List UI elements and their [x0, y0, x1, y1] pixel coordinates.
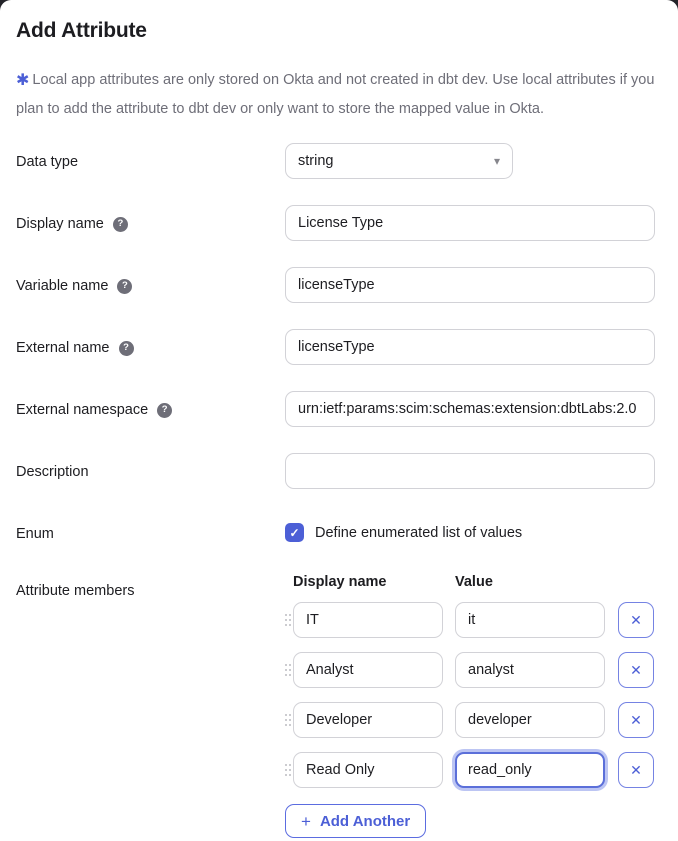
member-value-field[interactable]: [455, 702, 605, 738]
external-namespace-label: External namespace ?: [16, 391, 285, 420]
description-row: [16, 453, 662, 489]
enum-row: [16, 515, 662, 544]
help-icon[interactable]: ?: [119, 341, 134, 356]
member-value-field[interactable]: [455, 602, 605, 638]
help-icon[interactable]: ?: [117, 279, 132, 294]
info-note: [16, 66, 662, 123]
data-type-select[interactable]: [285, 143, 513, 179]
member-display-name-field[interactable]: [293, 702, 443, 738]
enum-label: Enum: [16, 526, 54, 542]
attribute-members-content: [285, 572, 662, 838]
close-icon: ✕: [630, 711, 642, 728]
drag-handle-icon[interactable]: [285, 714, 293, 726]
attribute-members-row: [16, 572, 662, 838]
external-namespace-field[interactable]: [285, 391, 655, 427]
external-name-field[interactable]: [285, 329, 655, 365]
close-icon: ✕: [630, 761, 642, 778]
data-type-label: Data type: [16, 154, 79, 170]
page-title: Add Attribute: [16, 19, 147, 42]
help-icon[interactable]: ?: [157, 403, 172, 418]
external-namespace-row: [16, 391, 662, 427]
member-display-name-field[interactable]: [293, 602, 443, 638]
variable-name-label: Variable name ?: [16, 267, 285, 296]
variable-name-row: [16, 267, 662, 303]
variable-name-field[interactable]: [285, 267, 655, 303]
drag-handle-icon[interactable]: [285, 764, 293, 776]
attribute-members-label: Attribute members: [16, 583, 135, 599]
member-row: [285, 752, 662, 788]
description-label: Description: [16, 464, 89, 480]
data-type-selected-value: string: [298, 153, 334, 169]
display-name-label: Display name ?: [16, 205, 285, 234]
display-name-field[interactable]: [285, 205, 655, 241]
column-header-value: Value: [455, 574, 493, 590]
close-icon: ✕: [630, 661, 642, 678]
info-note-text: Local app attributes are only stored on Okta and not created in dbt dev. Use local attributes if you plan to add the attribute to dbt dev or only want to store the mapped value in Okta.: [16, 72, 655, 117]
chevron-down-icon: ▾: [493, 154, 500, 168]
member-value-field[interactable]: [455, 652, 605, 688]
remove-row-button[interactable]: [618, 602, 654, 638]
description-field[interactable]: [285, 453, 655, 489]
member-row: [285, 652, 662, 688]
add-attribute-form: [16, 143, 662, 838]
enum-checkbox-label: Define enumerated list of values: [315, 524, 523, 541]
close-icon: ✕: [630, 611, 642, 628]
drag-handle-icon[interactable]: [285, 614, 293, 626]
member-row: [285, 602, 662, 638]
attribute-members-headers: [293, 572, 662, 590]
drag-handle-icon[interactable]: [285, 664, 293, 676]
add-another-button[interactable]: [285, 804, 426, 838]
remove-row-button[interactable]: [618, 752, 654, 788]
column-header-display-name: Display name: [293, 574, 387, 590]
asterisk-icon: ✱: [16, 72, 30, 89]
enum-checkbox-wrap: [285, 515, 522, 544]
member-row: [285, 702, 662, 738]
member-display-name-field[interactable]: [293, 752, 443, 788]
display-name-row: [16, 205, 662, 241]
plus-icon: +: [301, 811, 311, 831]
member-display-name-field[interactable]: [293, 652, 443, 688]
enum-checkbox[interactable]: [285, 523, 304, 542]
remove-row-button[interactable]: [618, 702, 654, 738]
member-value-field-focused[interactable]: [455, 752, 605, 788]
data-type-row: [16, 143, 662, 179]
help-icon[interactable]: ?: [113, 217, 128, 232]
check-icon: ✓: [289, 525, 300, 540]
external-name-label: External name ?: [16, 329, 285, 358]
external-name-row: [16, 329, 662, 365]
add-another-label: Add Another: [319, 812, 411, 830]
remove-row-button[interactable]: [618, 652, 654, 688]
